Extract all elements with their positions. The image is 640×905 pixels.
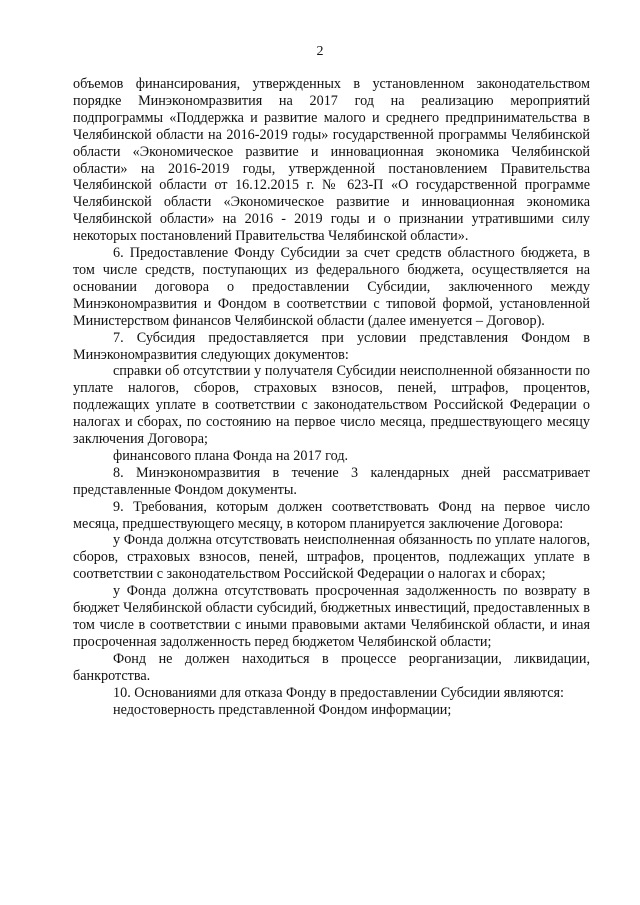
paragraph-requirement-reorganization: Фонд не должен находиться в процессе реорганизации, ликвидации, банкротства. — [73, 650, 590, 684]
paragraph-item-9: 9. Требования, которым должен соответствовать Фонд на первое число месяца, предшествующего месяцу, в котором планируется заключение Договора: — [73, 498, 590, 532]
page-number: 2 — [316, 44, 324, 59]
paragraph-item-10: 10. Основаниями для отказа Фонду в предоставлении Субсидии являются: — [113, 684, 564, 701]
paragraph-refusal-reason: недостоверность представленной Фондом информации; — [113, 701, 452, 718]
paragraph-continuation: объемов финансирования, утвержденных в установленном законодательством порядке Минэкономразвития на 2017 год на реализацию мероприятий подпрограммы «Поддержка и развитие малого и среднего предпринимательства в Челябинской области на 2016-2019 годы» государственной программы Челябинской области «Экономическое развитие и инновационная экономика Челябинской области» на 2016-2019 годы, утвержденной постановлением Правительства Челябинской области от 16.12.2015 г. № 623-П «О государственной программе Челябинской области «Экономическое развитие и инновационная экономика Челябинской области» на 2016 - 2019 годы и о признании утратившими силу некоторых постановлений Правительства Челябинской области». — [73, 76, 590, 245]
paragraph-item-8: 8. Минэкономразвития в течение 3 календарных дней рассматривает представленные Фондом документы. — [73, 464, 590, 498]
paragraph-item-7: 7. Субсидия предоставляется при условии представления Фондом в Минэкономразвития следующих документов: — [73, 329, 590, 363]
paragraph-requirement-debt: у Фонда должна отсутствовать просроченная задолженность по возврату в бюджет Челябинской области субсидий, бюджетных инвестиций, предоставленных в том числе в соответствии с иными правовыми актами Челябинской области, и иная просроченная задолженность перед бюджетом Челябинской области; — [73, 583, 590, 650]
paragraph-financial-plan: финансового плана Фонда на 2017 год. — [113, 447, 349, 464]
paragraph-item-6: 6. Предоставление Фонду Субсидии за счет средств областного бюджета, в том числе средств, поступающих из федерального бюджета, осуществляется на основании договора о предоставлении Субсидии, заключенного между Минэкономразвития и Фондом в соответствии с типовой формой, установленной Министерством финансов Челябинской области (далее именуется – Договор). — [73, 245, 590, 329]
paragraph-requirement-taxes: у Фонда должна отсутствовать неисполненная обязанность по уплате налогов, сборов, страховых взносов, пеней, штрафов, процентов, подлежащих уплате в соответствии с законодательством Российской Федерации о налогах и сборах; — [73, 532, 590, 583]
paragraph-tax-certificate: справки об отсутствии у получателя Субсидии неисполненной обязанности по уплате налогов, сборов, страховых взносов, пеней, штрафов, процентов, подлежащих уплате в соответствии с законодательством Российской Федерации о налогах и сборах, по состоянию на первое число месяца, предшествующего месяцу заключения Договора; — [73, 363, 590, 448]
document-body — [73, 76, 590, 718]
